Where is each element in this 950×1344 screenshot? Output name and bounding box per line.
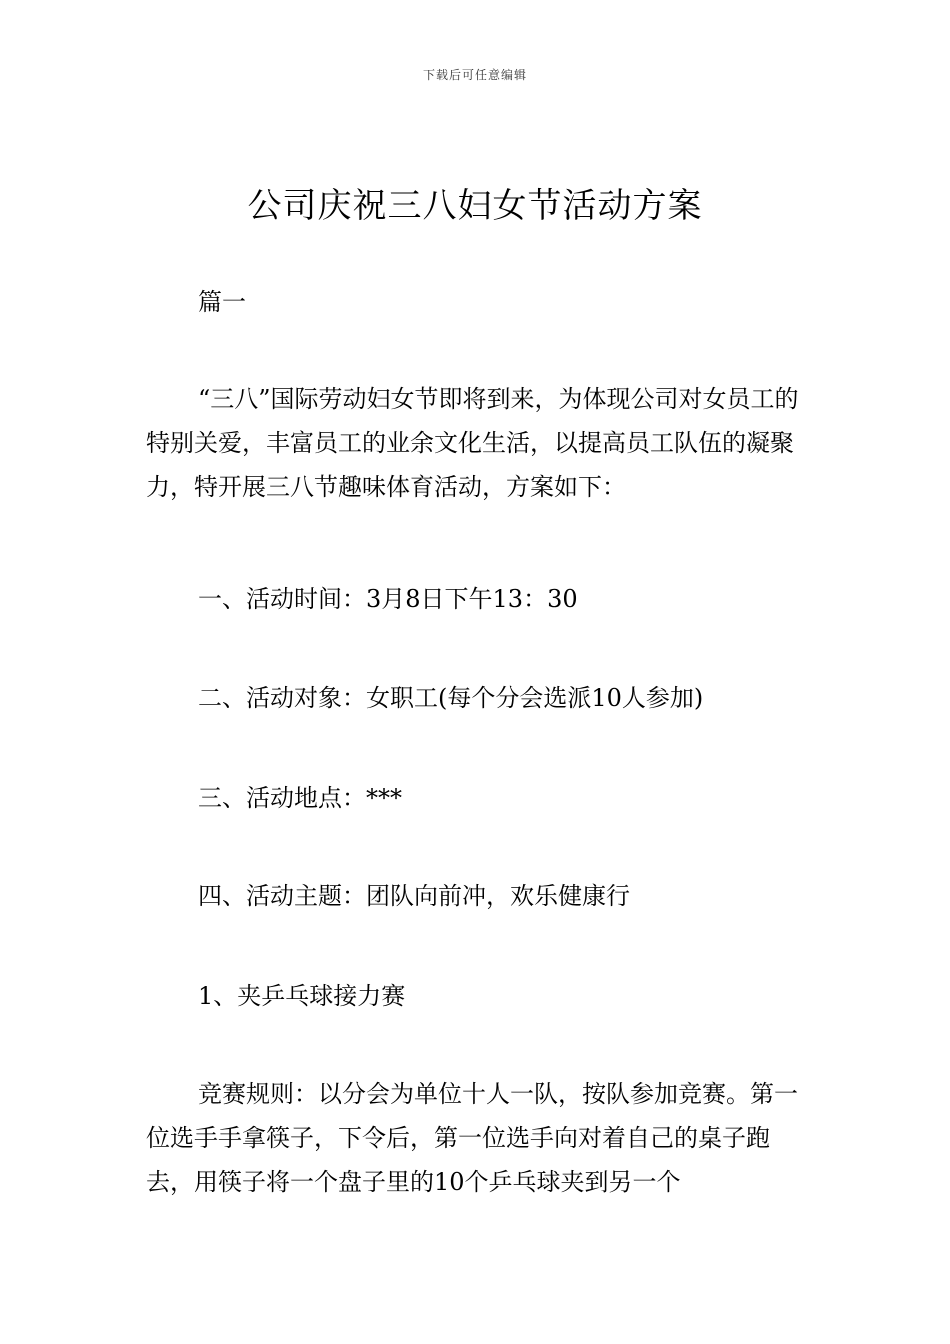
activity-time: 一、活动时间：3月8日下午13：30 bbox=[198, 585, 578, 613]
activity-target: 二、活动对象：女职工(每个分会选派10人参加) bbox=[198, 684, 704, 712]
activity-theme: 四、活动主题：团队向前冲，欢乐健康行 bbox=[198, 882, 630, 910]
document-title: 公司庆祝三八妇女节活动方案 bbox=[247, 186, 703, 226]
game-title: 1、夹乒乓球接力赛 bbox=[198, 982, 406, 1010]
intro-paragraph: “三八”国际劳动妇女节即将到来，为体现公司对女员工的特别关爱，丰富员工的业余文化生活，以提高员工队伍的凝聚力，特开展三八节趣味体育活动，方案如下： bbox=[146, 385, 799, 501]
section-label: 篇一 bbox=[198, 288, 246, 316]
game-rules-paragraph: 竞赛规则：以分会为单位十人一队，按队参加竞赛。第一位选手手拿筷子，下令后，第一位选手向对着自己的桌子跑去，用筷子将一个盘子里的10个乒乓球夹到另一个 bbox=[146, 1080, 798, 1196]
activity-place: 三、活动地点：*** bbox=[198, 784, 402, 812]
header-note: 下载后可任意编辑 bbox=[422, 68, 527, 82]
